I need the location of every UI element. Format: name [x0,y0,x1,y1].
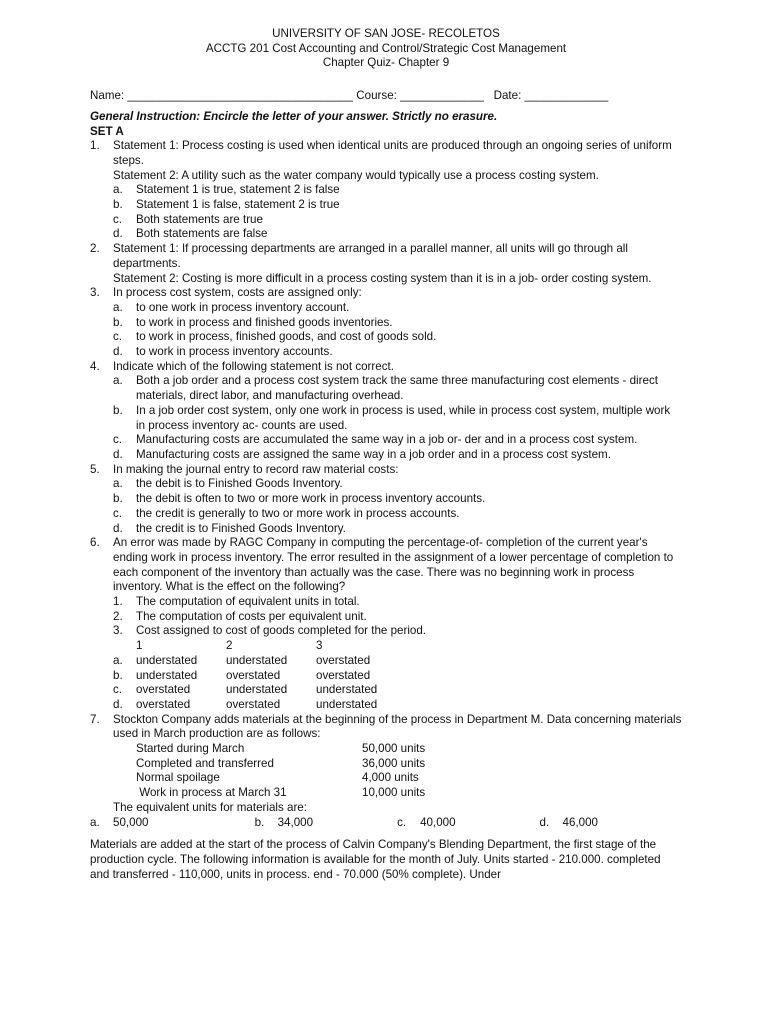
option-text: 46,000 [562,815,599,829]
closing-paragraph: Materials are added at the start of the process of Calvin Company's Blending Department, the first stage of the production cycle. The following information is available for the month of July. Units started - 210.000. completed and transferred - 110,000, units in process. end - 70.000 (50% complete). Under [90,838,661,881]
data-row [113,742,682,757]
general-instruction: General Instruction: Encircle the letter of your answer. Strictly no erasure. [90,109,498,123]
question-5 [90,463,682,537]
answer-option[interactable] [540,816,682,831]
question-7 [90,713,682,816]
option-text: Both a job order and a process cost system track the same three manufacturing cost elements - direct materials, direct labor, and manufacturing overhead. [136,374,658,403]
option-letter: c. [113,506,123,520]
option-text: to work in process and finished goods inventories. [136,315,393,329]
option-cell: understated [136,653,198,667]
option-letter: b. [254,815,265,829]
quiz-page [90,27,682,882]
column-headers [113,639,682,654]
question-6 [90,536,682,654]
sub-item-text: Cost assigned to cost of goods completed for the period. [136,624,427,638]
answer-option[interactable] [113,183,682,198]
answer-option[interactable] [113,433,682,448]
option-text: 40,000 [420,815,456,829]
option-cell: overstated [226,668,281,682]
data-row [113,757,682,772]
option-text: In a job order cost system, only one work in process is used, while in process cost system, multiple work in process inventory ac- counts are used. [136,403,671,432]
sub-item-text: The computation of equivalent units in total. [136,595,360,609]
answer-option[interactable] [113,698,682,713]
option-text: the debit is often to two or more work in process inventory accounts. [136,492,486,506]
name-blank: ___________________________________ [127,89,354,103]
data-label: Completed and transferred [136,756,274,770]
answer-option[interactable] [113,330,682,345]
data-row [113,786,682,801]
question-text: Statement 2: Costing is more difficult in a process costing system than it is in a job- order costing system. [113,271,652,285]
answer-option[interactable] [113,198,682,213]
course-label: Course: [353,89,401,103]
question-text: Statement 2: A utility such as the water company would typically use a process costing system. [113,168,599,182]
question-text: In making the journal entry to record raw material costs: [113,462,399,476]
answer-option[interactable] [113,404,682,433]
question-text: Indicate which of the following statement is not correct. [113,359,394,373]
answer-option[interactable] [113,301,682,316]
sub-item-number: 3. [113,624,123,638]
student-info-line [90,89,682,104]
option-text: the credit is generally to two or more work in process accounts. [136,506,460,520]
answer-option[interactable] [113,683,682,698]
course-title: ACCTG 201 Cost Accounting and Control/Strategic Cost Management [205,41,567,55]
option-letter: c. [397,815,407,829]
question-number: 5. [90,462,100,476]
question-number: 2. [90,242,100,256]
question-number: 6. [90,536,100,550]
option-cell: understated [226,683,288,697]
option-letter: c. [113,683,123,697]
data-value: 4,000 units [362,771,419,785]
option-letter: b. [113,198,123,212]
option-cell: overstated [226,697,281,711]
sub-item-number: 2. [113,609,123,623]
data-label: Started during March [136,742,245,756]
question-number: 1. [90,139,100,153]
quiz-title: Chapter Quiz- Chapter 9 [322,56,450,70]
question-1 [90,139,682,242]
answer-option[interactable] [113,448,682,463]
question-text: Statement 1: If processing departments are arranged in a parallel manner, all units will go through all departments. [113,242,628,270]
option-letter: a. [113,183,123,197]
option-letter: d. [113,521,123,535]
option-letter: c. [113,433,123,447]
answer-option[interactable] [113,345,682,360]
answer-option[interactable] [255,816,397,831]
option-text: Statement 1 is false, statement 2 is true [136,198,340,212]
question-text: An error was made by RAGC Company in computing the percentage-of- completion of the current year's ending work in process inventory. The error resulted in the assignment of a lower percentage of completion to each component of the inventory than actually was the case. There was no beginning work in process inventory. What is the effect on the following? [113,536,674,594]
question-number: 7. [90,712,100,726]
answer-option[interactable] [113,507,682,522]
option-text: the credit is to Finished Goods Inventory. [136,521,346,535]
question-7-options [90,816,682,831]
university-name: UNIVERSITY OF SAN JOSE- RECOLETOS [272,27,500,40]
option-letter: b. [113,403,123,417]
option-letter: c. [113,212,123,226]
question-4 [90,360,682,463]
col-header: 1 [136,639,143,653]
question-3 [90,286,682,360]
option-text: the debit is to Finished Goods Inventory. [136,477,343,491]
sub-item [113,610,682,625]
option-letter: d. [113,345,123,359]
option-letter: d. [113,447,123,461]
option-letter: b. [113,315,123,329]
option-letter: c. [113,330,123,344]
option-text: to work in process inventory accounts. [136,345,333,359]
data-label: Work in process at March 31 [136,786,287,800]
sub-item [113,595,682,610]
answer-option[interactable] [397,816,539,831]
option-letter: a. [113,374,123,388]
answer-option[interactable] [113,374,682,403]
sub-item [113,624,682,639]
option-text: 50,000 [113,815,149,829]
course-blank: _____________ [400,89,484,103]
question-number: 3. [90,286,100,300]
data-value: 10,000 units [362,786,426,800]
option-cell: understated [226,653,288,667]
question-number: 4. [90,359,100,373]
sub-item-number: 1. [113,595,123,609]
answer-option[interactable] [113,227,682,242]
data-row [113,771,682,786]
option-letter: a. [90,815,100,829]
option-cell: overstated [136,697,191,711]
option-letter: d. [539,815,550,829]
option-letter: b. [113,668,123,682]
answer-option[interactable] [113,316,682,331]
option-text: to one work in process inventory account. [136,300,350,314]
option-cell: overstated [316,653,371,667]
question-list [90,139,682,536]
option-letter: b. [113,492,123,506]
answer-option[interactable] [90,816,255,831]
data-value: 36,000 units [362,756,426,770]
sub-item-text: The computation of costs per equivalent unit. [136,609,367,623]
answer-option[interactable] [113,522,682,537]
option-cell: overstated [136,683,191,697]
question-text: In process cost system, costs are assigned only: [113,286,362,300]
option-text: Manufacturing costs are assigned the same way in a job order and in a process cost system. [136,447,611,461]
date-blank: _____________ [524,89,609,103]
option-text: Both statements are true [136,212,263,226]
option-cell: understated [316,683,378,697]
option-cell: overstated [316,668,371,682]
col-header: 2 [226,639,233,653]
option-letter: a. [113,300,123,314]
option-text: Manufacturing costs are accumulated the same way in a job or- der and in a process cost system. [136,433,638,447]
answer-option[interactable] [113,654,682,669]
option-text: 34,000 [277,815,314,829]
name-label: Name: [90,89,128,103]
option-letter: d. [113,227,123,241]
option-text: Statement 1 is true, statement 2 is false [136,183,340,197]
data-value: 50,000 units [362,742,426,756]
option-cell: understated [316,697,378,711]
option-cell: understated [136,668,198,682]
answer-option[interactable] [113,492,682,507]
question-text: Statement 1: Process costing is used when identical units are produced through an ongoing series of uniform steps. [113,139,672,167]
answer-option[interactable] [113,477,682,492]
question-prompt: The equivalent units for materials are: [113,800,307,814]
option-letter: a. [113,477,123,491]
answer-option[interactable] [113,213,682,228]
set-label: SET A [90,124,124,138]
date-label: Date: [483,89,525,103]
option-text: to work in process, finished goods, and cost of goods sold. [136,330,437,344]
option-letter: d. [113,697,123,711]
option-letter: a. [113,653,123,667]
question-2 [90,242,682,286]
answer-option[interactable] [113,669,682,684]
question-text: Stockton Company adds materials at the beginning of the process in Department M. Data concerning materials used in March production are as follows: [113,712,682,741]
data-label: Normal spoilage [136,771,220,785]
question-6-options [90,654,682,713]
document-header [90,27,682,71]
option-text: Both statements are false [136,227,268,241]
col-header: 3 [316,639,323,653]
